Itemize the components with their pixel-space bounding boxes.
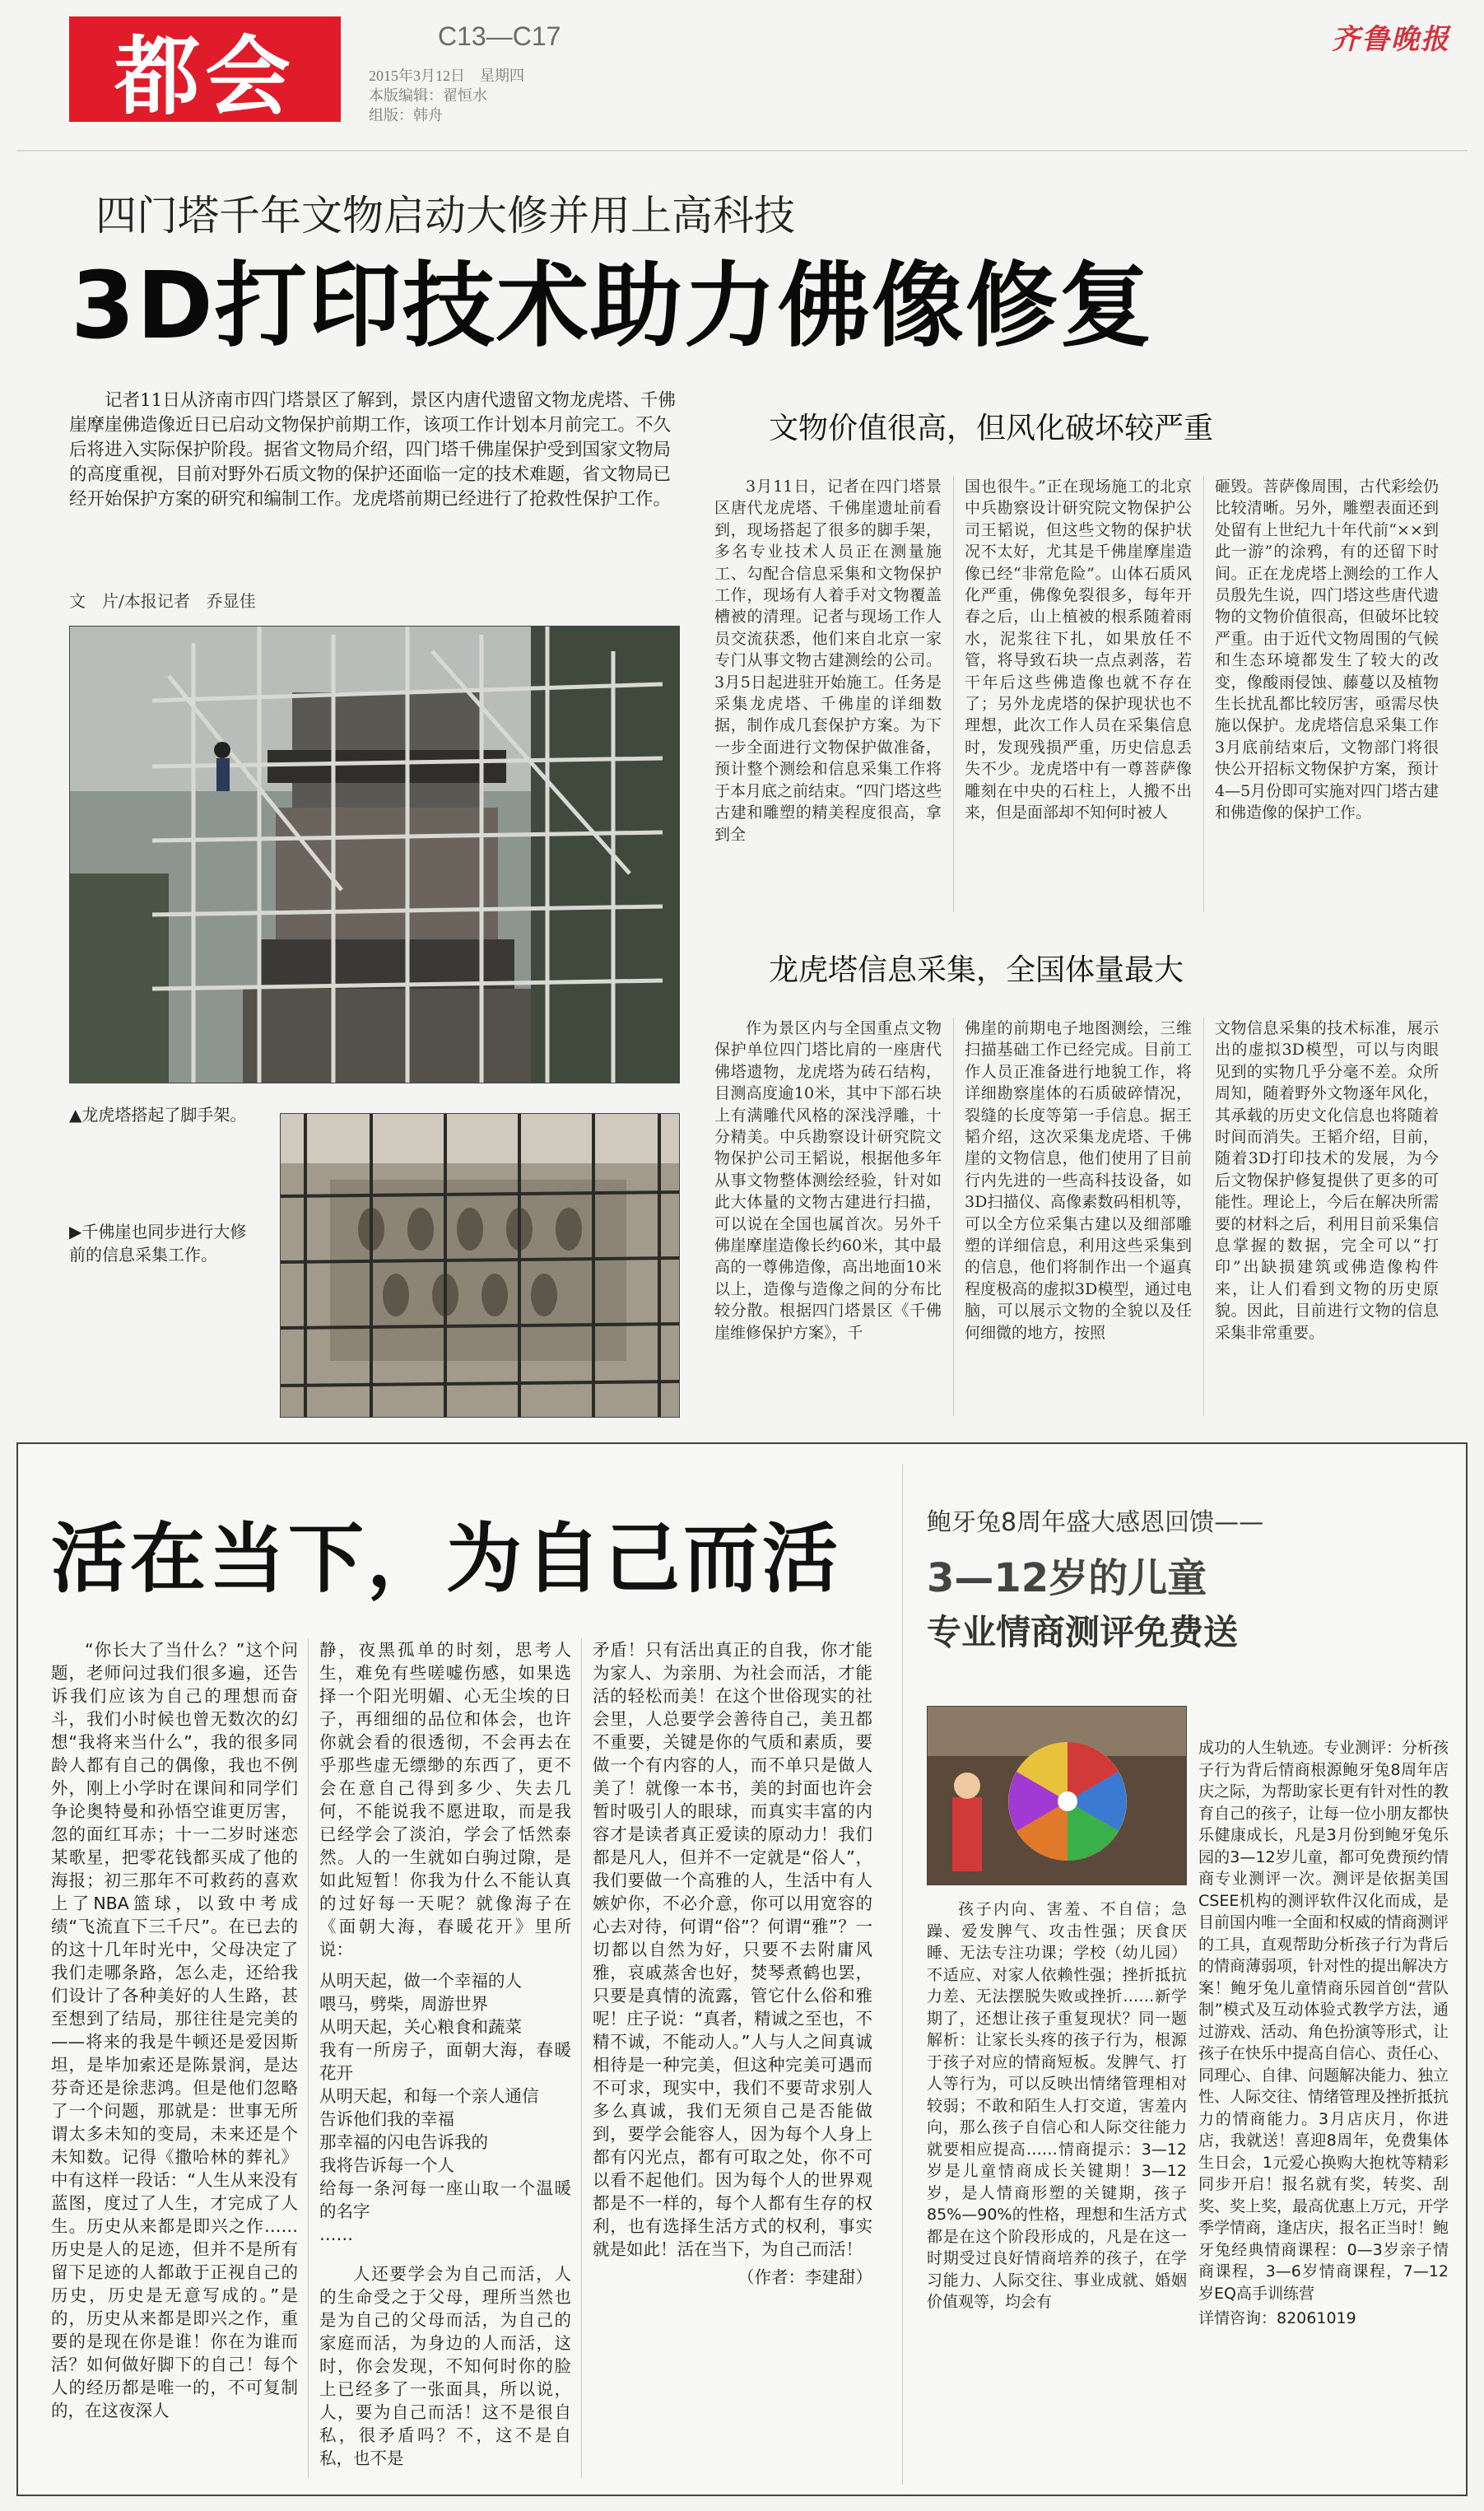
prize-wheel-image (928, 1707, 1187, 1885)
article-lead: 记者11日从济南市四门塔景区了解到，景区内唐代遗留文物龙虎塔、千佛崖摩崖佛造像近日已启动文物保护前期工作，该项工作计划本月前完工。不久后将进入实际保护阶段。据省文物局介绍，四门塔千佛崖保护受到国家文物局的高度重视，目前对野外石质文物的保护还面临一定的技术难题，省文物局已经开始保护方案的研究和编制工作。龙虎塔前期已经进行了抢救性保护工作。 (69, 390, 676, 510)
column-divider (953, 1018, 954, 1416)
ad-column-1-text: 孩子内向、害羞、不自信；急躁、爱发脾气、攻击性强；厌食厌睡、无法专注功课；学校（幼儿园）不适应、对家人依赖性强；挫折抵抗力差、无法摆脱失败或挫折……新学期了，还想让孩子重复现状？同一题解析：让家长头疼的孩子行为，根源于孩子对应的情商短板。发脾气、打人等行为，可以反映出情绪管理相对较弱；不敢和陌生人打交道，害羞内向，那么孩子自信心和人际交往能力就要相应提高……情商提示：3—12岁是儿童情商成长关键期！3—12岁，是人情商形塑的关键期，孩子85%—90%的性格，理想和生活方式都是在这个阶段形成的，凡是在这一时期受过良好情商培养的孩子，在学习能力、人际交往、事业成就、婚姻价值观等，均会有 (927, 1900, 1187, 2311)
ad-photo (927, 1706, 1187, 1885)
pagoda-scaffold-photo (69, 626, 680, 1083)
ad-tagline: 鲍牙兔8周年盛大感恩回馈—— (927, 1508, 1264, 1537)
page-editor: 本版编辑：翟恒水 (369, 87, 487, 104)
section-logo-text: 都会 (114, 26, 295, 127)
column-divider (953, 476, 954, 912)
ad-divider (902, 1464, 903, 2485)
essay-poem: 从明天起，做一个幸福的人 喂马，劈柴，周游世界 从明天起，关心粮食和蔬菜 我有一所房子，面朝大海，春暖花开 从明天起，和每一个亲人通信 告诉他们我的幸福 那幸福的闪电告诉我的 我将告诉每一个人 给每一条河每一座山取一个温暖的名字 …… (319, 1971, 571, 2244)
column-divider (1203, 476, 1204, 912)
ad-column-2 (1198, 1737, 1449, 2462)
photo-caption-cliff: ▶千佛崖也同步进行大修前的信息采集工作。 (69, 1222, 247, 1265)
masthead-divider (16, 150, 1468, 151)
section1-column-1-text: 3月11日，记者在四门塔景区唐代龙虎塔、千佛崖遗址前看到，现场搭起了很多的脚手架，多名专业技术人员正在测量施工、勾配合信息采集和文物保护工作，现场有人着手对文物覆盖槽被的清理。记者与现场工作人员交流获悉，他们来自北京一家专门从事文物古建测绘的公司。3月5日起进驻开始施工。任务是采集龙虎塔、千佛崖的详细数据，制作成几套保护方案。为下一步全面进行文物保护做准备，预计整个测绘和信息采集工作将于本月底之前结束。“四门塔这些古建和雕塑的精美程度很高，拿到全 (714, 478, 942, 844)
cliff-carvings-image (281, 1114, 680, 1418)
section-heading-value: 文物价值很高，但风化破坏较严重 (769, 412, 1214, 445)
column-divider (308, 1638, 309, 2478)
article-subheadline: 四门塔千年文物启动大修并用上高科技 (95, 192, 795, 240)
ad-offer: 专业情商测评免费送 (927, 1612, 1239, 1652)
essay-column-2-text-a: 静，夜黑孤单的时刻，思考人生，难免有些嗟嘘伤感，如果选择一个阳光明媚、心无尘埃的日子，再细细的品位和体会，也许你就会看的很透彻，不会再去在乎那些虚无缥缈的东西了，更不会在意自己得到多少、失去几何，不能说我不愿进取，而是我已经学会了淡泊，学会了恬然泰然。人的一生就如白驹过隙，是如此短暂！你我为什么不能认真的过好每一天呢？就像海子在《面朝大海，春暖花开》里所说： (319, 1640, 571, 1959)
column-divider (581, 1638, 582, 2478)
section-logo (69, 16, 341, 127)
issue-date: 2015年3月12日 星期四 (369, 68, 524, 84)
article-headline: 3D打印技术助力佛像修复 (71, 253, 1153, 360)
section2-column-2 (965, 1018, 1192, 1416)
masthead-meta (369, 66, 524, 125)
ad-column-2-text: 成功的人生轨迹。专业测评：分析孩子行为背后情商根源鲍牙兔8周年店庆之际，为帮助家长更有针对性的教育自己的孩子，让每一位小朋友都快乐健康成长，凡是3月份到鲍牙兔乐园的3—12岁儿童，都可免费预约情商专业测评一次。测评是依据美国CSEE机构的测评软件汉化而成，是目前国内唯一全面和权威的情商测评的工具，直观帮助分析孩子行为背后的情商薄弱项，针对性的提出解决方案！鲍牙兔儿童情商乐园首创“营队制”模式及互动体验式教学方法，通过游戏、活动、角色扮演等形式，让孩子在快乐中提高自信心、责任心、同理心、自律、问题解决能力、独立性、人际交往、情绪管理及挫折抵抗力的情商能力。3月店庆月，你进店，我就送！喜迎8周年，免费集体生日会，1元爱心换购大抱枕等精彩同步开启！报名就有奖，转奖、刮奖、奖上奖，最高优惠上万元，开学季学情商，逢店庆，报名正当时！鲍牙兔经典情商课程：0—3岁亲子情商课程，3—6岁情商课程，7—12岁EQ高手训练营 (1198, 1739, 1449, 2303)
paper-logo: 齐鲁晚报 (1332, 23, 1450, 56)
essay-column-3 (593, 1638, 872, 2478)
essay-column-2 (319, 1638, 571, 2478)
photo-credit: 文 片/本报记者 乔显佳 (69, 591, 256, 611)
section1-column-1 (714, 476, 942, 912)
section1-column-2-text: 国也很牛。”正在现场施工的北京中兵勘察设计研究院文物保护公司王韬说，但这些文物的保护状况不太好，尤其是千佛崖摩崖造像已经“非常危险”。山体石质风化严重，佛像免裂很多，每年开春之后，山上植被的根系随着雨水，泥浆往下扎，如果放任不管，将导致石块一点点剥落，若干年后这些佛造像也就不存在了；另外龙虎塔的保护现状也不理想，此次工作人员在采集信息时，发现残损严重，历史信息丢失不少。龙虎塔中有一尊菩萨像雕刻在中央的石柱上，人搬不出来，但是面部却不知何时被人 (965, 478, 1192, 822)
section2-column-1 (714, 1018, 942, 1416)
photo-caption-pagoda: ▲龙虎塔搭起了脚手架。 (69, 1105, 247, 1125)
section1-column-3 (1215, 476, 1439, 912)
essay-column-2-text-b: 人还要学会为自己而活，人的生命受之于父母，理所当然也是为自己的父母而活，为自己的家庭而活，为身边的人而活，这时，你会发现，不知何时你的脸上已经多了一张面具，所以说，人，要为自己而活！这不是很自私，很矛盾吗？不，这不是自私，也不是 (319, 2264, 571, 2468)
column-divider (1203, 1018, 1204, 1416)
essay-column-3-text: 矛盾！只有活出真正的自我，你才能为家人、为亲朋、为社会而活，才能活的轻松而美！在这个世俗现实的社会里，人总要学会善待自己，美丑都不重要，关键是你的气质和素质，要做一个有内容的人，而不单只是做人美了！就像一本书，美的封面也许会暂时吸引人的眼球，而真实丰富的内容才是读者真正爱读的原动力！我们都是凡人，但并不一定就是“俗人”，我们要做一个高雅的人，生活中有人嫉妒你，不必介意，你可以用宽容的心去对待，何谓“俗”？何谓“雅”？一切都以自然为好，只要不去附庸风雅，哀戚蒸舍也好，焚琴煮鹤也罢，只要是真情的流露，管它什么俗和雅呢！庄子说：“真者，精诚之至也，不精不诚，不能动人。”人与人之间真诚相待是一种完美，但这种完美可遇而不可求，现实中，我们不要苛求别人多么真诚，我们无须自己是否能做到，要学会能容人，因为每个人身上都有闪光点，都有可取之处，你不可以看不起他们。因为每个人的世界观都是不一样的，每个人都有生存的权利，也有选择生活方式的权利，事实就是如此！活在当下，为自己而活！ (593, 1640, 872, 2259)
section2-column-2-text: 佛崖的前期电子地图测绘，三维扫描基础工作已经完成。目前工作人员正准备进行地貌工作，将详细勘察崖体的石质破碎情况，裂缝的长度等第一手信息。据王韬介绍，这次采集龙虎塔、千佛崖的文物信息，他们使用了目前行内先进的一些高科技设备，如3D扫描仪、高像素数码相机等，可以全方位采集古建以及细部雕塑的详细信息，利用这些采集到的信息，他们将制作出一个逼真程度极高的虚拟3D模型，通过电脑，可以展示文物的全貌以及任何细微的地方，按照 (965, 1019, 1192, 1342)
section2-column-3 (1215, 1018, 1439, 1416)
ad-age-range: 3—12岁的儿童 (927, 1555, 1207, 1601)
section1-column-3-text: 砸毁。菩萨像周围，古代彩绘仍比较清晰。另外，雕塑表面还到处留有上世纪九十年代前“××到此一游”的涂鸦，有的还留下时间。正在龙虎塔上测绘的工作人员殷先生说，四门塔这些唐代遗物的文物价值很高，但破坏比较严重。由于近代文物周围的气候和生态环境都发生了较大的改变，像酸雨侵蚀、藤蔓以及植物生长扰乱都比较厉害，亟需尽快施以保护。龙虎塔信息采集工作3月底前结束后，文物部门将很快公开招标文物保护方案，预计4—5月份即可实施对四门塔古建和佛造像的保护工作。 (1215, 478, 1439, 822)
section1-column-2 (965, 476, 1192, 912)
essay-column-1-text: “你长大了当什么？”这个问题，老师问过我们很多遍，还告诉我们应该为自己的理想而奋斗，我们小时候也曾无数次的幻想“我将来当什么”，我的很多同龄人都有自己的偶像，我也不例外，刚上小学时在课间和同学们争论奥特曼和孙悟空谁更厉害，忽的面红耳赤；十一二岁时迷恋某歌星，把零花钱都买成了他的海报；初三那年不可救药的喜欢上了NBA篮球，以致中考成绩“飞流直下三千尺”。在已去的的这十几年时光中，父母决定了我们走哪条路，怎么走，还给我们设计了各种美好的人生路，甚至想到了结局，那往往是完美的——将来的我是牛顿还是爱因斯坦，是毕加索还是陈景润，是达芬奇还是徐悲鸿。但是他们忽略了一个问题，那就是：世事无所谓太多未知的变局，未来还是个未知数。记得《撒哈林的葬礼》中有这样一段话：“人生从来没有蓝图，度过了人生，才完成了人生。历史从来都是即兴之作……历史是人的足迹，但并不是所有留下足迹的人都敢于正视自己的历史，历史是无意写成的。”是的，历史从来都是即兴之作，重要的是现在你是谁！你在为谁而活？如何做好脚下的自己！每个人的经历都是唯一的，不可复制的，在这夜深人 (51, 1640, 298, 2420)
essay-author: （作者：李建甜） (737, 2267, 872, 2287)
page-layout-credit: 组版：韩舟 (369, 107, 443, 123)
essay-column-1 (51, 1638, 298, 2478)
ad-column-1 (927, 1898, 1187, 2475)
section2-column-1-text: 作为景区内与全国重点文物保护单位四门塔比肩的一座唐代佛塔遗物，龙虎塔为砖石结构，目测高度逾10米，其中下部石块上有满雕代风格的深浅浮雕，十分精美。中兵勘察设计研究院文物保护公司王韬说，根据他多年从事文物整体测绘经验，针对如此大体量的文物古建进行扫描，可以说在全国也属首次。另外千佛崖摩崖造像长约60米，其中最高的一尊佛造像，高出地面10米以上，造像与造像之间的分布比较分散。根据四门塔景区《千佛崖维修保护方案》，千 (714, 1019, 942, 1342)
cliff-carvings-photo (280, 1113, 680, 1418)
essay-title: 活在当下，为自己而活 (51, 1514, 842, 1603)
section2-column-3-text: 文物信息采集的技术标准，展示出的虚拟3D模型，可以与肉眼见到的实物几乎分毫不差。众所周知，随着野外文物逐年风化，其承载的历史文化信息也将随着时间而消失。王韬介绍，目前，随着3D打印技术的发展，为今后文物保护修复提供了更多的可能性。理论上，今后在解决所需要的材料之后，利用目前采集信息掌握的数据，完全可以“打印”出缺损建筑或佛造像构件来，让人们看到文物的历史原貌。因此，目前进行文物的信息采集非常重要。 (1215, 1019, 1439, 1342)
section-heading-survey: 龙虎塔信息采集，全国体量最大 (769, 953, 1184, 987)
pagoda-scaffold-image (70, 627, 680, 1083)
ad-contact: 详情咨询：82061019 (1198, 2309, 1356, 2327)
page-range: C13—C17 (438, 21, 561, 51)
